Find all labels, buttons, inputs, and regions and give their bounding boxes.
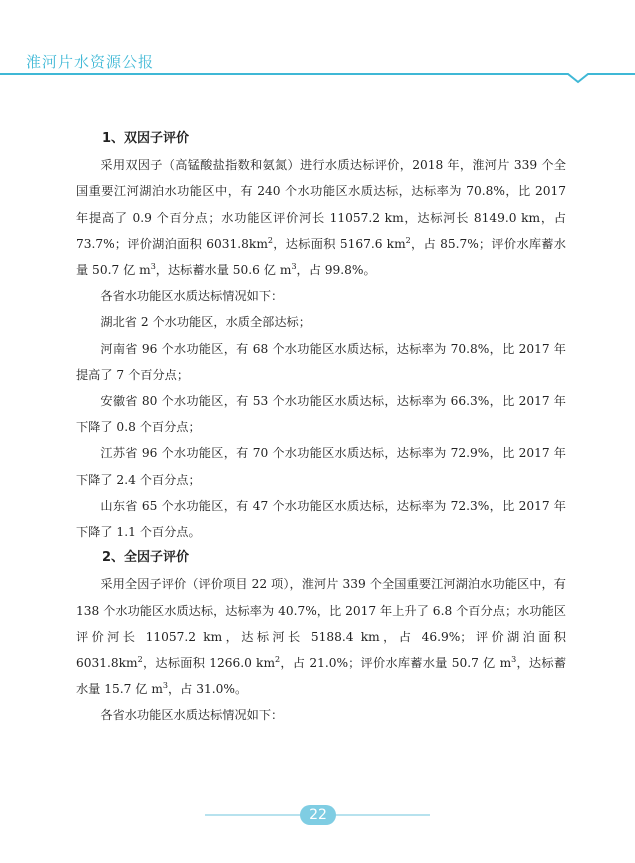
superscript: 3 — [511, 655, 517, 664]
text-run: ，占 21.0%；评价水库蓄水量 50.7 亿 m — [280, 656, 512, 671]
section2-heading: 2、全因子评价 — [102, 550, 190, 566]
superscript: 2 — [275, 655, 281, 664]
text-run: ，达标面积 1266.0 km — [142, 656, 275, 671]
province-hubei: 湖北省 2 个水功能区，水质全部达标； — [100, 315, 311, 330]
text-run: 采用全因子评价（评价项目 22 项），淮河片 339 个全国重要江河湖泊水功能区中，有 138 个水功能区水质达标，达标率为 40.7%，比 2017 年上升了 6.8 个百分点；水功能区评价河长 11057.2 km，达标河长 5188.4 km，占 46.9%；评价湖泊面积 6031.8km — [76, 577, 566, 671]
superscript: 2 — [137, 655, 143, 664]
header-title: 淮河片水资源公报 — [26, 53, 155, 71]
section1-intro: 各省水功能区水质达标情况如下： — [100, 289, 284, 304]
section2-paragraph — [76, 571, 566, 702]
text-run: ，达标蓄水量 50.6 亿 m — [155, 263, 292, 278]
text-run: ，达标蓄水量 15.7 亿 m — [76, 656, 567, 697]
text-run: 采用双因子（高锰酸盐指数和氨氮）进行水质达标评价，2018 年，淮河片 339 个全国重要江河湖泊水功能区中，有 240 个水功能区水质达标，达标率为 70.8%，比 2017 年提高了 0.9 个百分点；水功能区评价河长 11057.2 km，达标河长 8149.0 km，占 73.7%；评价湖泊面积 6031.8km — [76, 158, 566, 251]
page-number: 22 — [309, 807, 327, 823]
province-jiangsu: 江苏省 96 个水功能区，有 70 个水功能区水质达标，达标率为 72.9%，比 2017 年下降了 2.4 个百分点； — [76, 446, 566, 487]
superscript: 2 — [267, 235, 273, 245]
text-run: ，占 85.7%；评价水库蓄水量 50.7 亿 m — [76, 236, 566, 278]
superscript: 3 — [291, 261, 297, 271]
section2-intro: 各省水功能区水质达标情况如下： — [100, 708, 284, 723]
superscript: 3 — [162, 681, 168, 691]
text-run: ，占 99.8%。 — [296, 263, 376, 278]
superscript: 3 — [150, 261, 156, 271]
province-henan: 河南省 96 个水功能区，有 68 个水功能区水质达标，达标率为 70.8%，比 2017 年提高了 7 个百分点； — [76, 341, 566, 382]
text-run: ，占 31.0%。 — [167, 682, 248, 697]
province-shandong: 山东省 65 个水功能区，有 47 个水功能区水质达标，达标率为 72.3%，比 2017 年下降了 1.1 个百分点。 — [76, 498, 566, 540]
main-content — [76, 126, 566, 729]
text-run: ，达标面积 5167.6 km — [272, 236, 406, 251]
province-anhui: 安徽省 80 个水功能区，有 53 个水功能区水质达标，达标率为 66.3%，比 2017 年下降了 0.8 个百分点； — [76, 394, 566, 435]
section1-paragraph — [76, 152, 566, 283]
section1-heading: 1、双因子评价 — [102, 131, 190, 146]
superscript: 2 — [405, 235, 411, 245]
header-divider — [0, 64, 635, 84]
